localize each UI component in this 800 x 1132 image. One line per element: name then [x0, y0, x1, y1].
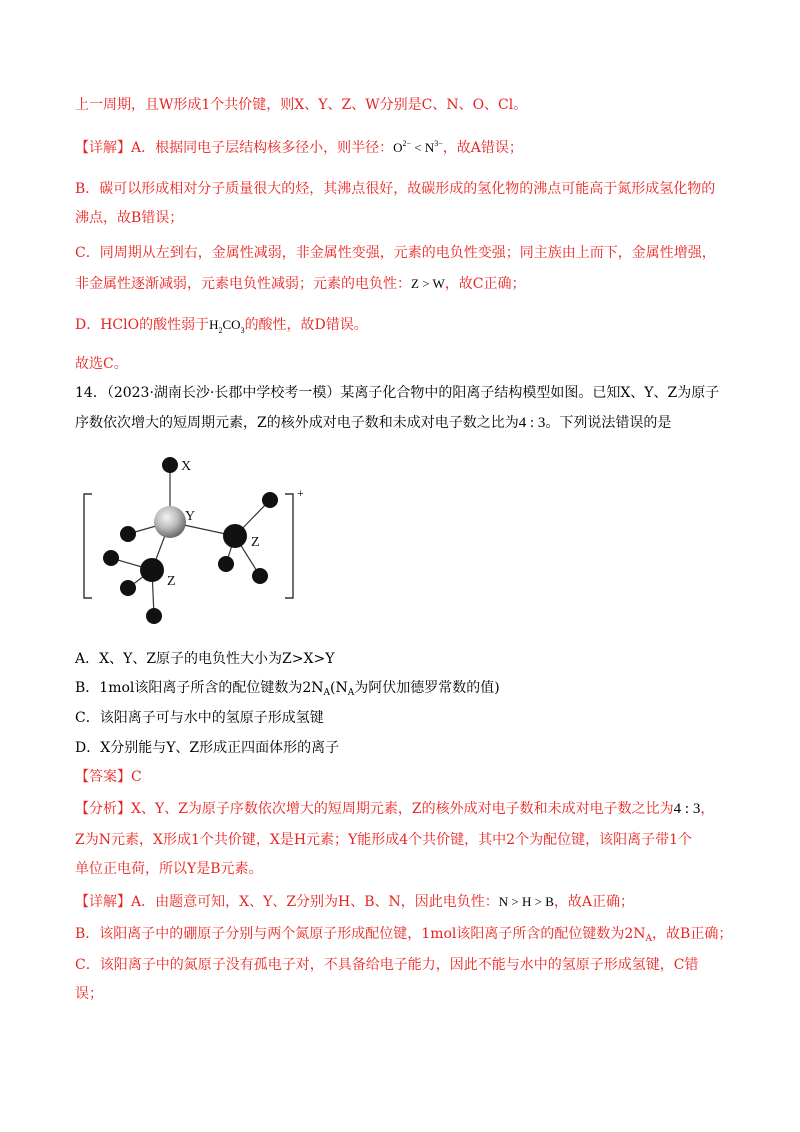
- prev-detail-b-1: B．碳可以形成相对分子质量很大的烃，其沸点很好，故碳形成的氢化物的沸点可能高于氮形成氢化物的: [75, 181, 716, 197]
- prev-detail-b-2: 沸点，故B错误；: [75, 210, 184, 226]
- prev-detail-d: D．HClO的酸性弱于$H_2CO_3$的酸性，故D错误。: [75, 317, 368, 335]
- detail-c-1: C．该阳离子中的氮原子没有孤电子对，不具备给电子能力，因此不能与水中的氢原子形成氢键，C错: [75, 957, 699, 973]
- electronegativity-formula: Z > W: [411, 276, 445, 291]
- option-c: C．该阳离子可与水中的氢原子形成氢键: [75, 710, 324, 726]
- atom-x: [162, 457, 178, 473]
- prev-detail-a: 【详解】A．根据同电子层结构核多径小，则半径：$O^{2-} < N^{3-}$，故A错误；: [75, 139, 523, 156]
- label-z: Z: [251, 535, 260, 550]
- ratio: 4 : 3: [518, 415, 546, 431]
- detail-b: B．该阳离子中的硼原子分别与两个氮原子形成配位键，1mol该阳离子所含的配位键数为$2N_A$，故B正确；: [75, 926, 733, 944]
- atom-h: [146, 608, 162, 624]
- prev-detail-c-2: 非金属性逐渐减弱，元素电负性减弱；元素的电负性：Z > W，故C正确；: [75, 276, 526, 292]
- radius-formula: $O^{2-} < N^{3-}$: [393, 139, 443, 155]
- prev-explanation-line: 上一周期，且W形成1个共价键，则X、Y、Z、W分别是C、N、O、Cl。: [75, 97, 528, 113]
- analysis-1: 【分析】X、Y、Z为原子序数依次增大的短周期元素，Z的核外成对电子数和未成对电子数之比为4 : 3，: [75, 801, 715, 817]
- charge-label: +: [297, 486, 304, 500]
- atom-z: [140, 558, 164, 582]
- atom-h: [262, 492, 278, 508]
- answer: 【答案】C: [75, 769, 142, 785]
- atom-z: [223, 524, 247, 548]
- carbonic-acid-formula: $H_2CO_3$: [209, 317, 245, 335]
- option-a: A．X、Y、Z原子的电负性大小为Z>X>Y: [75, 651, 335, 667]
- atom-h: [218, 556, 234, 572]
- option-b: B．1mol该阳离子所含的配位键数为$2N_A(N_A$为阿伏加德罗常数的值): [75, 680, 500, 698]
- prev-choose: 故选C。: [75, 356, 128, 372]
- q14-stem-2: 序数依次增大的短周期元素，Z的核外成对电子数和未成对电子数之比为4 : 3。下列说法错误的是: [75, 415, 672, 431]
- atom-y: [154, 506, 186, 538]
- right-bracket: [285, 494, 293, 598]
- atom-h: [103, 550, 119, 566]
- left-bracket: [84, 494, 92, 598]
- atom-h: [120, 580, 136, 596]
- cation-structure-diagram: [80, 450, 320, 630]
- atom-h: [252, 568, 268, 584]
- label-z: Z: [167, 574, 176, 589]
- label-x: X: [181, 459, 192, 474]
- detail-c-2: 误；: [75, 986, 103, 1002]
- prev-detail-c-1: C．同周期从左到右，金属性减弱，非金属性变强，元素的电负性变强；同主族由上而下，金属性增强，: [75, 245, 716, 261]
- atom-h: [120, 526, 136, 542]
- analysis-2: Z为N元素，X形成1个共价键，X是H元素；Y能形成4个共价键，其中2个为配位键，该阳离子带1个: [75, 832, 692, 848]
- option-d: D．X分别能与Y、Z形成正四面体形的离子: [75, 740, 340, 756]
- detail-a: 【详解】A．由题意可知，X、Y、Z分别为H、B、N，因此电负性：N > H > B，故A正确；: [75, 894, 635, 910]
- q14-stem-1: 14．（2023·湖南长沙·长郡中学校考一模）某离子化合物中的阳离子结构模型如图。已知X、Y、Z为原子: [75, 385, 720, 401]
- analysis-3: 单位正电荷，所以Y是B元素。: [75, 861, 263, 877]
- label-y: Y: [185, 509, 196, 524]
- electronegativity-order: N > H > B: [498, 894, 554, 909]
